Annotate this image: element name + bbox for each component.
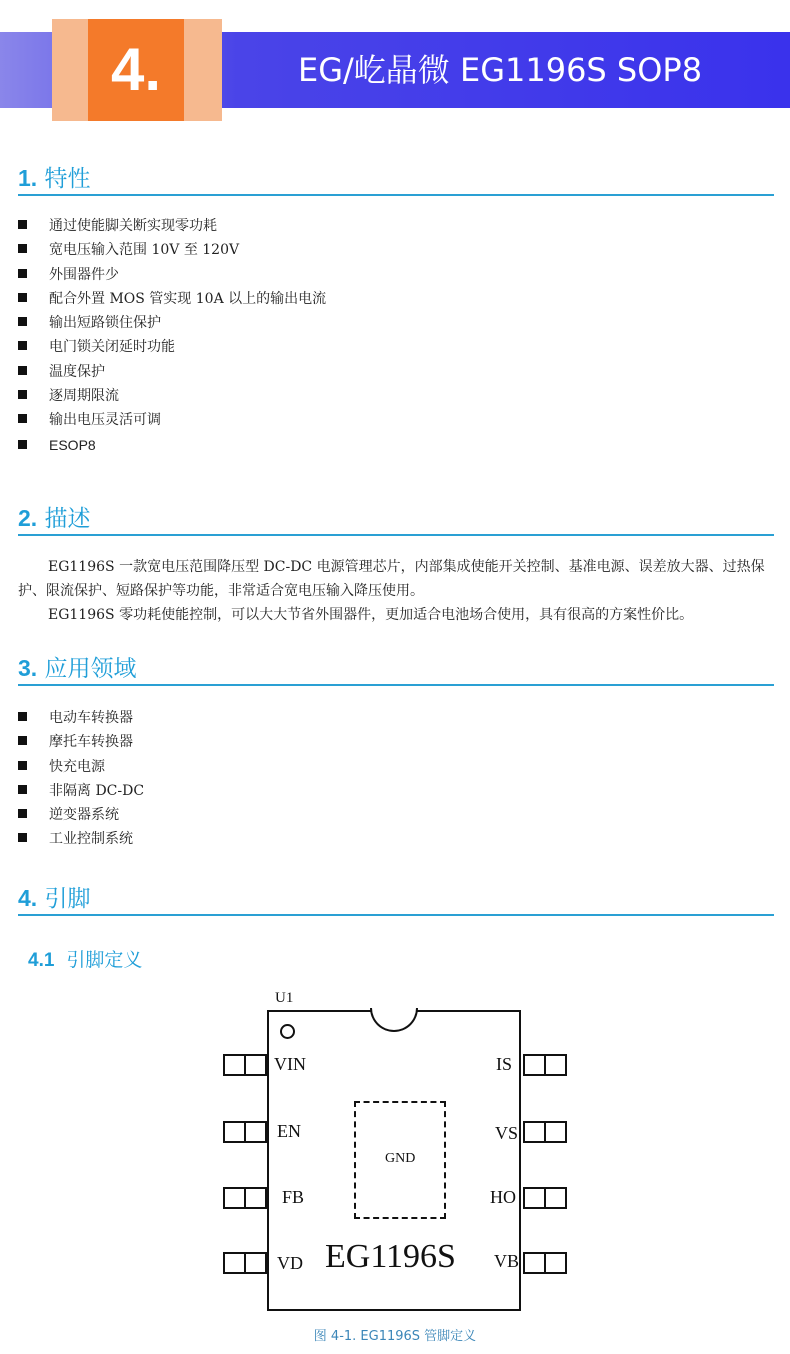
list-item: 逐周期限流	[18, 384, 326, 408]
bullet-square-icon	[18, 341, 27, 350]
section-title: 描述	[44, 506, 91, 532]
section-heading-features	[18, 162, 774, 196]
pin-lead-vs	[523, 1121, 567, 1143]
features-list	[18, 214, 326, 457]
bullet-square-icon	[18, 317, 27, 326]
list-item: 宽电压输入范围 10V 至 120V	[18, 238, 326, 262]
list-item: 非隔离 DC-DC	[18, 779, 144, 803]
bullet-square-icon	[18, 366, 27, 375]
pin-lead-ho	[523, 1187, 567, 1209]
section-number: 3.	[18, 655, 38, 681]
subsection-heading-pin-definition	[28, 945, 142, 972]
section-number: 4.	[18, 885, 38, 911]
list-item: 电门锁关闭延时功能	[18, 335, 326, 359]
chip-part-number: EG1196S	[325, 1238, 456, 1275]
pin-lead-en	[223, 1121, 267, 1143]
pin1-marker-icon	[280, 1024, 295, 1039]
bullet-square-icon	[18, 712, 27, 721]
bullet-square-icon	[18, 761, 27, 770]
paragraph: EG1196S 一款宽电压范围降压型 DC-DC 电源管理芯片，内部集成使能开关控制、基准电源、误差放大器、过热保护、限流保护、短路保护等功能，非常适合宽电压输入降压使用。	[18, 559, 765, 599]
bullet-square-icon	[18, 440, 27, 449]
subsection-number: 4.1	[28, 950, 55, 971]
list-item: 配合外置 MOS 管实现 10A 以上的输出电流	[18, 287, 326, 311]
bullet-square-icon	[18, 809, 27, 818]
bullet-square-icon	[18, 244, 27, 253]
section-heading-pins	[18, 882, 774, 916]
section-number: 2.	[18, 505, 38, 531]
bullet-square-icon	[18, 293, 27, 302]
section-heading-description	[18, 502, 774, 536]
list-item: 快充电源	[18, 755, 144, 779]
subsection-title: 引脚定义	[66, 949, 143, 971]
applications-list	[18, 706, 144, 852]
pin-lead-vb	[523, 1252, 567, 1274]
pin-label-is: IS	[496, 1054, 513, 1074]
bullet-square-icon	[18, 220, 27, 229]
pin-lead-is	[523, 1054, 567, 1076]
section-heading-applications	[18, 652, 774, 686]
bullet-square-icon	[18, 785, 27, 794]
list-item: 通过使能脚关断实现零功耗	[18, 214, 326, 238]
pin-label-en: EN	[277, 1121, 301, 1141]
description-text	[18, 555, 776, 627]
list-item: 外围器件少	[18, 263, 326, 287]
list-item: 电动车转换器	[18, 706, 144, 730]
section-title: 特性	[44, 166, 91, 192]
pad-label-gnd: GND	[385, 1151, 416, 1166]
section-number: 1.	[18, 165, 38, 191]
chapter-badge: 4.	[88, 19, 184, 121]
bullet-square-icon	[18, 269, 27, 278]
pin-label-vb: VB	[494, 1251, 520, 1271]
figure-caption: 图 4-1. EG1196S 管脚定义	[313, 1329, 477, 1344]
list-item: 逆变器系统	[18, 803, 144, 827]
chip-ref-label: U1	[275, 990, 294, 1006]
page-title: EG/屹晶微 EG1196S SOP8	[298, 51, 703, 89]
bullet-square-icon	[18, 414, 27, 423]
list-item: ESOP8	[18, 433, 326, 457]
pin-label-fb: FB	[282, 1187, 305, 1207]
pin-label-vs: VS	[495, 1123, 519, 1143]
list-item: 摩托车转换器	[18, 730, 144, 754]
list-item: 输出短路锁住保护	[18, 311, 326, 335]
bullet-square-icon	[18, 736, 27, 745]
section-title: 引脚	[44, 886, 91, 912]
pin-lead-fb	[223, 1187, 267, 1209]
pin-label-vin: VIN	[274, 1054, 306, 1074]
pin-lead-vin	[223, 1054, 267, 1076]
bullet-square-icon	[18, 390, 27, 399]
pin-label-ho: HO	[490, 1187, 516, 1207]
list-item: 工业控制系统	[18, 827, 144, 851]
list-item: 温度保护	[18, 360, 326, 384]
pin-lead-vd	[223, 1252, 267, 1274]
bullet-square-icon	[18, 833, 27, 842]
list-item: 输出电压灵活可调	[18, 408, 326, 432]
pin-label-vd: VD	[277, 1253, 303, 1273]
section-title: 应用领域	[44, 656, 137, 682]
paragraph: EG1196S 零功耗使能控制，可以大大节省外围器件，更加适合电池场合使用，具有很高的方案性价比。	[48, 607, 694, 623]
